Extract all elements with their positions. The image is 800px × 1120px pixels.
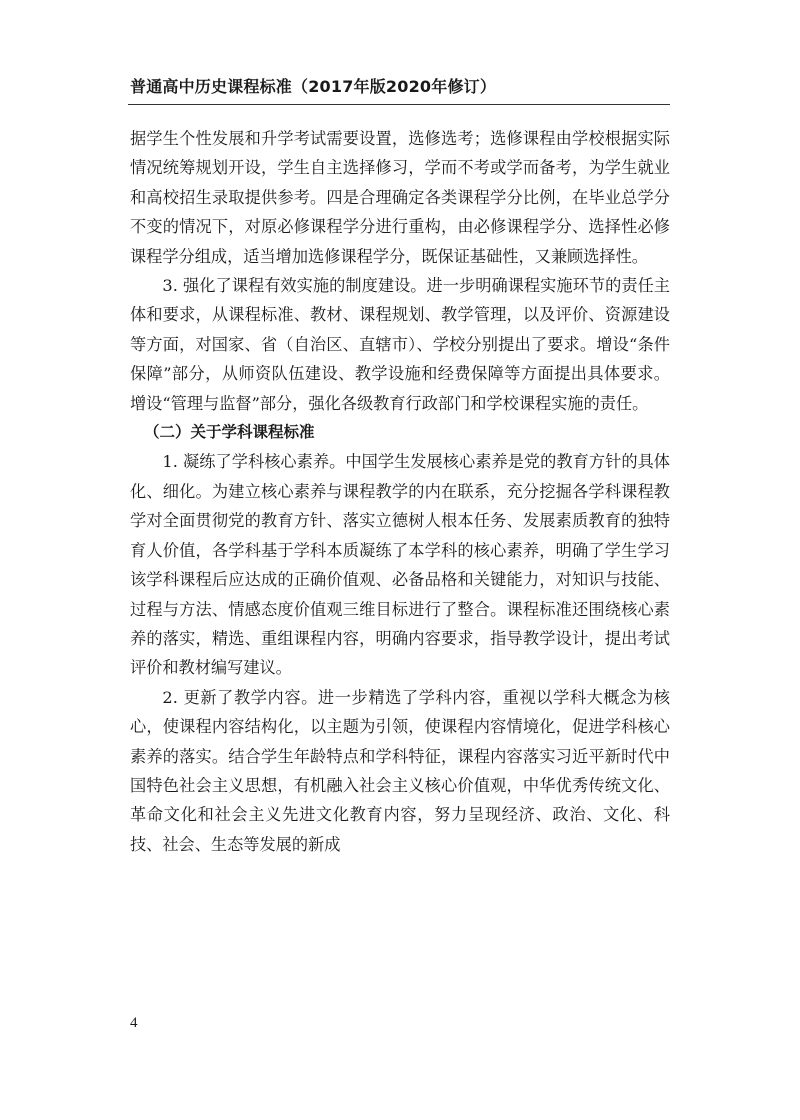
paragraph-teaching-content: 2. 更新了教学内容。进一步精选了学科内容，重视以学科大概念为核心，使课程内容结构化，以主题为引领，使课程内容情境化，促进学科核心素养的落实。结合学生年龄特点和学科特征，课程内容落实习近平新时代中国特色社会主义思想，有机融入社会主义核心价值观，中华优秀传统文化、革命文化和社会主义先进文化教育内容，努力呈现经济、政治、文化、科技、社会、生态等发展的新成 — [130, 687, 670, 854]
paragraph-core-literacy: 1. 凝练了学科核心素养。中国学生发展核心素养是党的教育方针的具体化、细化。为建立核心素养与课程教学的内在联系，充分挖掘各学科课程教学对全面贯彻党的教育方针、落实立德树人根本任务、发展素质教育的独特育人价值，各学科基于学科本质凝练了本学科的核心素养，明确了学生学习该学科课程后应达成的正确价值观、必备品格和关键能力，对知识与技能、过程与方法、情感态度价值观三维目标进行了整合。课程标准还围绕核心素养的落实，精选、重组课程内容，明确内容要求，指导教学设计，提出考试评价和教材编写建议。 — [130, 452, 670, 678]
header-divider — [128, 104, 670, 105]
running-header-title: 普通高中历史课程标准（2017年版2020年修订） — [130, 77, 497, 96]
document-body — [130, 124, 670, 859]
section-heading: （二）关于学科课程标准 — [143, 423, 315, 442]
paragraph-continuation: 据学生个性发展和升学考试需要设置，选修选考；选修课程由学校根据实际情况统筹规划开设，学生自主选择修习，学而不考或学而备考，为学生就业和高校招生录取提供参考。四是合理确定各类课程学分比例，在毕业总学分不变的情况下，对原必修课程学分进行重构，由必修课程学分、选择性必修课程学分组成，适当增加选修课程学分，既保证基础性，又兼顾选择性。 — [130, 129, 670, 266]
paragraph-institutional-building: 3. 强化了课程有效实施的制度建设。进一步明确课程实施环节的责任主体和要求，从课程标准、教材、课程规划、教学管理，以及评价、资源建设等方面，对国家、省（自治区、直辖市）、学校分别提出了要求。增设“条件保障”部分，从师资队伍建设、教学设施和经费保障等方面提出具体要求。增设“管理与监督”部分，强化各级教育行政部门和学校课程实施的责任。 — [130, 276, 670, 413]
page-number: 4 — [130, 1015, 138, 1031]
